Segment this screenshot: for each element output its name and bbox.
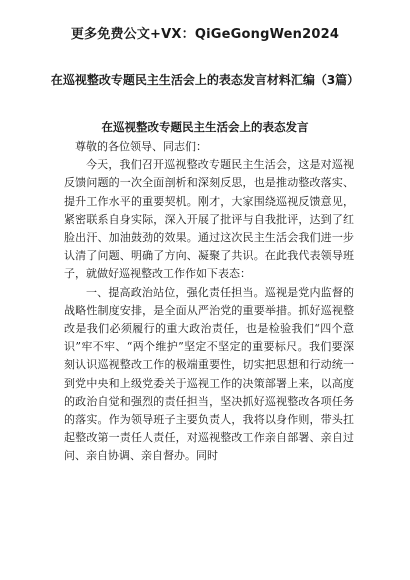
document-title: 在巡视整改专题民主生活会上的表态发言材料汇编（3篇） [50, 73, 360, 87]
paragraph-intro: 今天，我们召开巡视整改专题民主生活会，这是对巡视反馈问题的一次全面剖析和深刻反思，也是推动整改落实、提升工作水平的重要契机。刚才，大家围绕巡视反馈意见，紧密联系自身实际，深入开展了批评与自我批评，达到了红脸出汗、加油鼓劲的效果。通过这次民主生活会我们进一步认清了问题、明确了方向、凝聚了共识。在此我代表领导班子，就做好巡视整改工作作如下表态： [64, 158, 354, 281]
section-title: 在巡视整改专题民主生活会上的表态发言 [101, 120, 309, 134]
promo-banner: 更多免费公文+VX：QiGeGongWen2024 [70, 27, 340, 42]
paragraph-point-one: 一、提高政治站位，强化责任担当。巡视是党内监督的战略性制度安排，是全面从严治党的重要举措。抓好巡视整改是我们必须履行的重大政治责任，也是检验我们“四个意识”牢不牢、“两个维护”坚定不坚定的重要标尺。我们要深刻认识巡视整改工作的极端重要性，切实把思想和行动统一到党中央和上级党委关于巡视工作的决策部署上来，以高度的政治自觉和强烈的责任担当，坚决抓好巡视整改各项任务的落实。作为领导班子主要负责人，我将以身作则，带头扛起整改第一责任人责任，对巡视整改工作亲自部署、亲自过问、亲自协调、亲自督办。同时 [64, 285, 354, 463]
document-body [64, 138, 354, 466]
greeting-line: 尊敬的各位领导、同志们： [75, 140, 207, 153]
